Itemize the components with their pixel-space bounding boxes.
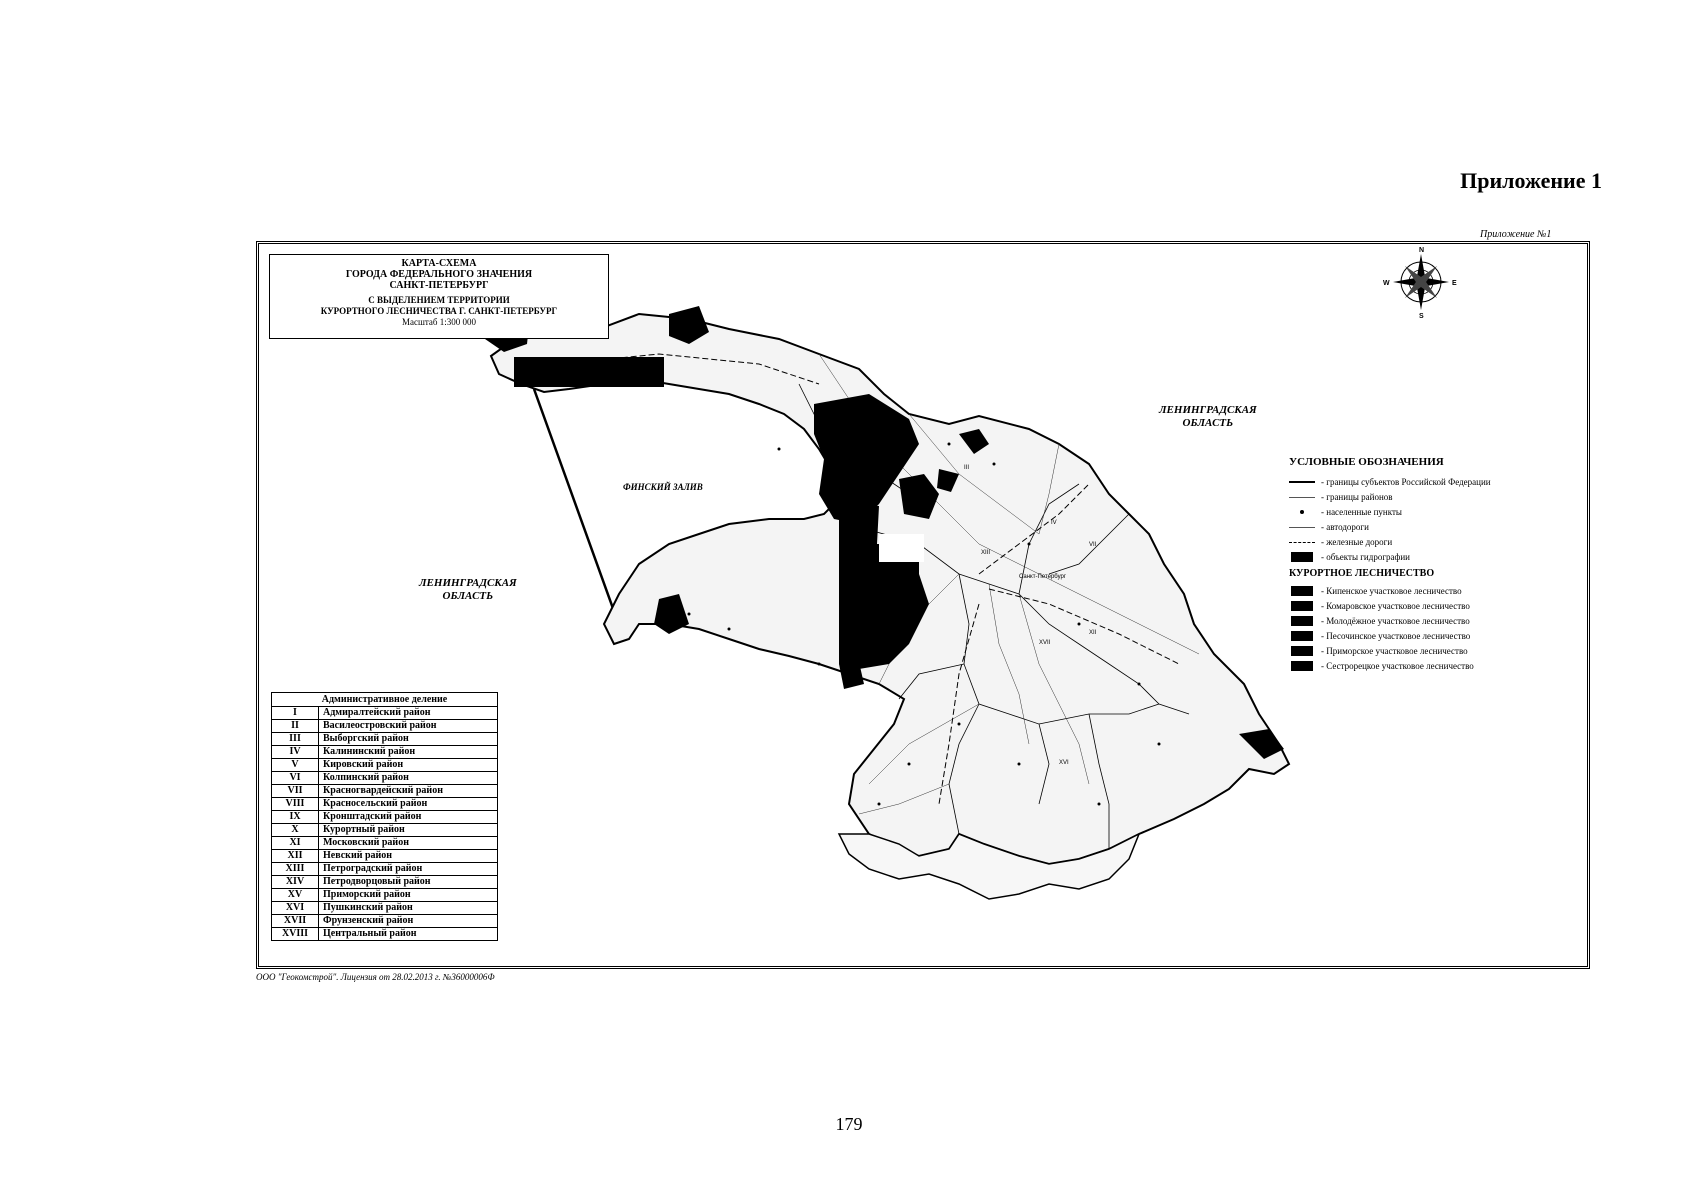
table-row (272, 915, 498, 928)
district-name: Невский район (319, 850, 498, 863)
city-label: Санкт-Петербург (1019, 574, 1067, 580)
district-number: IX (272, 811, 319, 824)
district-name: Курортный район (319, 824, 498, 837)
region-label-line: ОБЛАСТЬ (442, 590, 494, 602)
legend-label: - границы субъектов Российской Федерации (1321, 476, 1491, 487)
map-scale: Масштаб 1:300 000 (401, 317, 477, 327)
appendix-small-label: Приложение №1 (1480, 229, 1552, 240)
table-row (272, 876, 498, 889)
district-name: Кировский район (319, 759, 498, 772)
district-numeral: XVI (1059, 760, 1069, 766)
gulf-label: ФИНСКИЙ ЗАЛИВ (623, 482, 703, 492)
table-row (272, 902, 498, 915)
region-label-west (419, 577, 517, 603)
legend-row (1289, 489, 1579, 504)
legend-symbol (1289, 601, 1317, 611)
legend-symbol (1289, 631, 1317, 641)
region-label-line: ЛЕНИНГРАДСКАЯ (1159, 404, 1257, 416)
district-name: Пушкинский район (319, 902, 498, 915)
legend-label: - автодороги (1321, 521, 1369, 532)
table-row (272, 837, 498, 850)
district-number: XVIII (272, 928, 319, 941)
legend-row (1289, 504, 1579, 519)
legend-row (1289, 519, 1579, 534)
district-name: Петродворцовый район (319, 876, 498, 889)
legend-symbol (1289, 661, 1317, 671)
table-row (272, 811, 498, 824)
legend-label: - границы районов (1321, 491, 1393, 502)
district-name: Красногвардейский район (319, 785, 498, 798)
district-name: Адмиралтейский район (319, 707, 498, 720)
map-frame (256, 241, 1590, 969)
table-row (272, 785, 498, 798)
region-label-east (1159, 404, 1257, 430)
compass-n: N (1419, 247, 1425, 254)
legend-symbol (1289, 537, 1317, 547)
district-number: III (272, 733, 319, 746)
admin-table-body (272, 707, 498, 941)
district-number: XII (272, 850, 319, 863)
map-subtitle-line: С ВЫДЕЛЕНИЕМ ТЕРРИТОРИИ (368, 295, 510, 305)
legend-label: - Приморское участковое лесничество (1321, 645, 1468, 656)
district-numeral: XIII (981, 550, 991, 556)
compass-w: W (1383, 280, 1390, 287)
legend-label: - Молодёжное участковое лесничество (1321, 615, 1470, 626)
map-title-box (269, 254, 609, 339)
district-number: I (272, 707, 319, 720)
compass-rose (1383, 247, 1457, 320)
map-legend (1289, 456, 1579, 673)
district-name: Калининский район (319, 746, 498, 759)
legend-title: УСЛОВНЫЕ ОБОЗНАЧЕНИЯ (1289, 456, 1444, 468)
footer-note: ООО "Геокомстрой". Лицензия от 28.02.2013 г. №36000006Ф (256, 972, 495, 982)
district-number: XIV (272, 876, 319, 889)
district-name: Красносельский район (319, 798, 498, 811)
district-numeral: VII (1089, 542, 1097, 548)
legend-label: - объекты гидрографии (1321, 551, 1410, 562)
district-numeral: III (964, 465, 970, 471)
legend-row (1289, 628, 1579, 643)
appendix-title: Приложение 1 (1460, 168, 1602, 193)
compass-e: E (1452, 280, 1457, 287)
district-numeral: XII (1089, 630, 1097, 636)
table-row (272, 720, 498, 733)
legend-symbol (1289, 507, 1317, 517)
district-name: Приморский район (319, 889, 498, 902)
legend-label: - железные дороги (1321, 536, 1393, 547)
district-number: X (272, 824, 319, 837)
map-cutout (879, 534, 924, 562)
legend-row (1289, 598, 1579, 613)
compass-s: S (1419, 313, 1424, 320)
legend-forestry-title: КУРОРТНОЕ ЛЕСНИЧЕСТВО (1289, 568, 1435, 579)
legend-label: - Комаровское участковое лесничество (1321, 600, 1470, 611)
table-row (272, 889, 498, 902)
district-number: VIII (272, 798, 319, 811)
district-number: XIII (272, 863, 319, 876)
district-name: Петроградский район (319, 863, 498, 876)
legend-label: - населенные пункты (1321, 506, 1402, 517)
table-row (272, 928, 498, 941)
district-number: II (272, 720, 319, 733)
legend-symbol (1289, 492, 1317, 502)
table-row (272, 759, 498, 772)
legend-row (1289, 534, 1579, 549)
district-name: Василеостровский район (319, 720, 498, 733)
district-number: XI (272, 837, 319, 850)
legend-label: - Песочинское участковое лесничество (1321, 630, 1471, 641)
region-label-line: ЛЕНИНГРАДСКАЯ (419, 577, 517, 589)
table-row (272, 850, 498, 863)
district-name: Московский район (319, 837, 498, 850)
district-number: VI (272, 772, 319, 785)
district-name: Выборгский район (319, 733, 498, 746)
table-row (272, 746, 498, 759)
admin-division-table (271, 692, 498, 941)
district-numeral: IV (1051, 520, 1057, 526)
legend-row (1289, 658, 1579, 673)
district-name: Колпинский район (319, 772, 498, 785)
legend-row (1289, 549, 1579, 564)
district-name: Кронштадский район (319, 811, 498, 824)
page-number: 179 (835, 1114, 863, 1134)
legend-label: - Кипенское участковое лесничество (1321, 585, 1462, 596)
table-row (272, 798, 498, 811)
legend-symbol (1289, 616, 1317, 626)
legend-symbol (1289, 522, 1317, 532)
district-number: VII (272, 785, 319, 798)
district-number: IV (272, 746, 319, 759)
district-number: V (272, 759, 319, 772)
legend-symbol (1289, 477, 1317, 487)
district-name: Центральный район (319, 928, 498, 941)
legend-row (1289, 474, 1579, 489)
legend-row (1289, 643, 1579, 658)
region-label-line: ОБЛАСТЬ (1182, 417, 1234, 429)
map-title-line: САНКТ-ПЕТЕРБУРГ (389, 280, 489, 291)
district-number: XVI (272, 902, 319, 915)
table-row (272, 824, 498, 837)
table-row (272, 707, 498, 720)
legend-symbol (1289, 646, 1317, 656)
district-name: Фрунзенский район (319, 915, 498, 928)
legend-row (1289, 613, 1579, 628)
admin-table-header: Административное деление (272, 693, 498, 707)
legend-symbol (1289, 586, 1317, 596)
map-title-line: КАРТА-СХЕМА (401, 258, 477, 269)
map-title-line: ГОРОДА ФЕДЕРАЛЬНОГО ЗНАЧЕНИЯ (345, 269, 533, 280)
district-numeral: XVII (1039, 640, 1051, 646)
table-row (272, 863, 498, 876)
table-row (272, 772, 498, 785)
district-number: XV (272, 889, 319, 902)
district-number: XVII (272, 915, 319, 928)
table-row (272, 733, 498, 746)
legend-label: - Сестрорецкое участковое лесничество (1321, 660, 1474, 671)
legend-symbol (1289, 552, 1317, 562)
legend-row (1289, 583, 1579, 598)
map-subtitle-line: КУРОРТНОГО ЛЕСНИЧЕСТВА Г. САНКТ-ПЕТЕРБУРГ (320, 306, 558, 316)
